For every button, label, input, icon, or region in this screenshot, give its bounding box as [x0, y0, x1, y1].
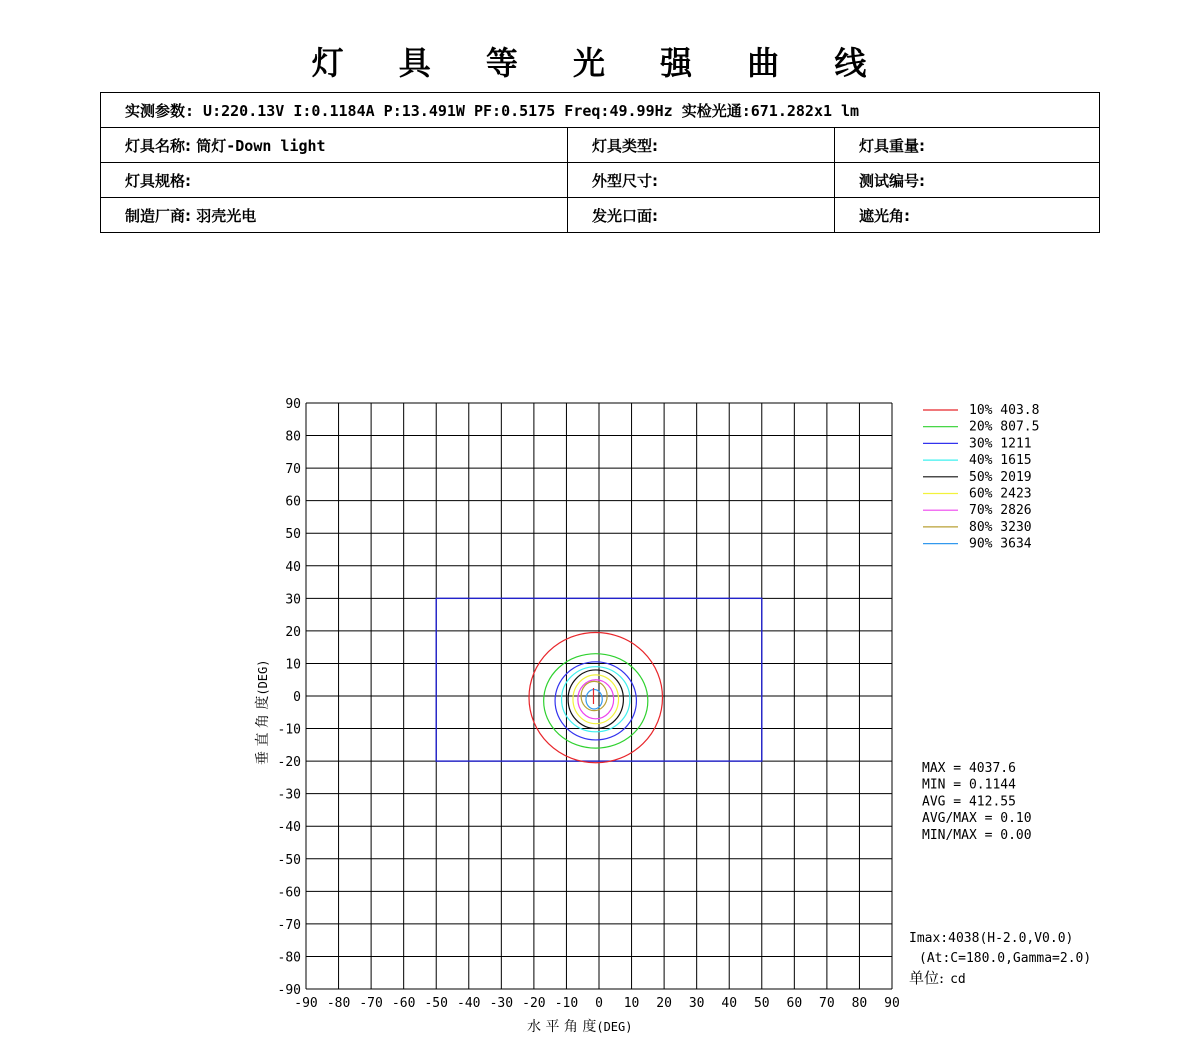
x-tick-label: -40 — [457, 996, 481, 1011]
legend-entry: 60% 2423 — [969, 486, 1032, 502]
legend-entry: 40% 1615 — [969, 453, 1032, 469]
y-tick-label: -30 — [277, 787, 301, 803]
luminaire-name-value: 筒灯-Down light — [196, 136, 326, 155]
contour-line — [544, 654, 648, 748]
imax-line-1: Imax:4038(H-2.0,V0.0) — [909, 931, 1074, 946]
x-tick-label: 40 — [721, 996, 738, 1011]
x-tick-label: -20 — [522, 996, 546, 1011]
x-tick-label: 20 — [656, 996, 672, 1011]
shading-angle-label: 遮光角: — [859, 206, 910, 225]
y-tick-label: -10 — [277, 722, 301, 738]
luminaire-type-label: 灯具类型: — [592, 136, 658, 155]
x-tick-label: 30 — [688, 996, 705, 1011]
y-tick-label: 40 — [285, 559, 301, 575]
x-tick-label: -30 — [489, 996, 514, 1011]
y-tick-label: -60 — [277, 885, 301, 901]
y-tick-label: -20 — [277, 755, 301, 771]
luminaire-name-label: 灯具名称: — [125, 136, 191, 155]
legend-entry: 20% 807.5 — [969, 419, 1040, 435]
contour-line — [568, 670, 623, 729]
x-tick-label: -50 — [424, 996, 448, 1011]
legend-entry: 50% 2019 — [969, 469, 1032, 485]
x-axis-label: 水 平 角 度(DEG) — [527, 1019, 633, 1035]
x-tick-label: 0 — [595, 996, 603, 1011]
y-tick-label: 90 — [285, 397, 301, 412]
legend-entry: 90% 3634 — [969, 536, 1032, 552]
stat-line: MAX = 4037.6 — [922, 761, 1016, 776]
y-tick-label: -50 — [277, 852, 301, 868]
x-tick-label: 90 — [884, 996, 900, 1011]
y-tick-labels — [278, 397, 301, 998]
imax-line-2: (At:C=180.0,Gamma=2.0) — [919, 951, 1092, 966]
x-tick-label: 60 — [786, 996, 803, 1011]
y-tick-label: 50 — [285, 527, 301, 543]
y-axis-label: 垂 直 角 度(DEG) — [255, 659, 271, 765]
contour-line — [578, 680, 614, 719]
legend-entry: 30% 1211 — [969, 436, 1032, 452]
y-tick-label: 80 — [285, 429, 301, 445]
chart-stats — [922, 761, 1032, 843]
y-tick-label: 0 — [293, 690, 301, 705]
chart-legend — [923, 403, 1039, 552]
manufacturer-value: 羽壳光电 — [196, 206, 257, 225]
x-tick-labels — [294, 996, 900, 1011]
legend-entry: 70% 2826 — [969, 503, 1032, 519]
x-tick-label: -10 — [554, 996, 579, 1011]
aperture-label: 发光口面: — [592, 206, 658, 225]
test-number-label: 测试编号: — [859, 171, 925, 190]
x-tick-label: -60 — [391, 996, 416, 1011]
x-tick-label: -90 — [294, 996, 318, 1011]
legend-entry: 80% 3230 — [969, 519, 1032, 535]
contour-lines — [529, 633, 662, 763]
chart-grid — [306, 403, 892, 989]
luminaire-weight-label: 灯具重量: — [859, 136, 925, 155]
y-tick-label: -70 — [277, 917, 301, 933]
stat-line: AVG = 412.55 — [922, 794, 1016, 810]
x-tick-label: -80 — [326, 996, 351, 1011]
x-tick-label: 70 — [819, 996, 835, 1011]
y-tick-label: 20 — [285, 624, 301, 640]
y-tick-label: 70 — [285, 462, 301, 478]
legend-entry: 10% 403.8 — [969, 403, 1040, 418]
measure-params-text: 实测参数: U:220.13V I:0.1184A P:13.491W PF:0.5175 Freq:49.99Hz 实检光通:671.282x1 lm — [125, 101, 860, 120]
y-tick-label: -80 — [277, 950, 301, 966]
stat-line: MIN/MAX = 0.00 — [922, 827, 1032, 843]
stat-line: AVG/MAX = 0.10 — [922, 811, 1032, 827]
unit-label: 单位: cd — [909, 969, 966, 987]
y-tick-label: 30 — [285, 592, 301, 608]
y-tick-label: 60 — [285, 494, 301, 510]
contour-line — [562, 667, 630, 732]
manufacturer-label: 制造厂商: — [125, 206, 191, 225]
y-tick-label: -90 — [277, 983, 301, 998]
stat-line: MIN = 0.1144 — [922, 777, 1016, 793]
contour-line — [586, 689, 602, 709]
y-tick-label: -40 — [277, 820, 301, 836]
x-tick-label: 50 — [753, 996, 770, 1011]
luminaire-spec-label: 灯具规格: — [125, 171, 191, 190]
contour-line — [529, 633, 662, 763]
outline-size-label: 外型尺寸: — [592, 171, 658, 190]
x-tick-label: 80 — [851, 996, 868, 1011]
x-tick-label: -70 — [359, 996, 383, 1011]
contour-line — [573, 675, 619, 724]
x-tick-label: 10 — [623, 996, 640, 1011]
y-tick-label: 10 — [285, 657, 301, 673]
page-title: 灯 具 等 光 强 曲 线 — [311, 44, 889, 82]
